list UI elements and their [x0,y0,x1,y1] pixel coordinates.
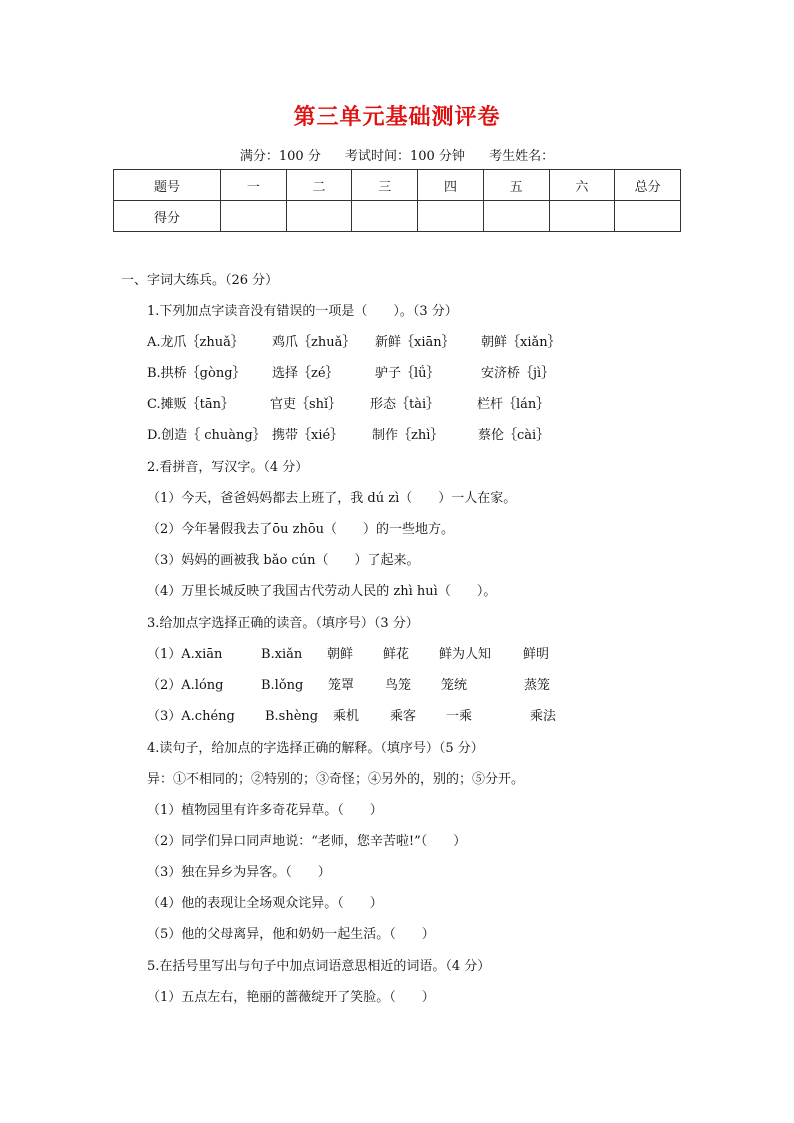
q3-option: 鲜为人知 [439,647,492,662]
q1-option: 栏杆｛lán｝ [477,397,550,412]
header-cell: 题号 [114,170,221,201]
q1-option: A.龙爪｛zhuǎ｝ [147,335,244,350]
header-cell: 二 [286,170,352,201]
q2-item: （1）今天，爸爸妈妈都去上班了，我 dú zì（ ）一人在家。 [147,491,517,506]
student-name-label: 考生姓名： [489,149,555,164]
q3-option: 鸟笼 [385,678,412,693]
q4-item: （5）他的父母离异，他和奶奶一起生活。（ ） [147,927,435,942]
q5-item: （1）五点左右，艳丽的蔷薇绽开了笑脸。（ ） [147,990,435,1005]
question-stem: 4.读句子，给加点的字选择正确的解释。（填序号）（5 分） [147,741,484,756]
q3-option: 蒸笼 [524,678,551,693]
header-cell: 一 [221,170,287,201]
q3-option: B.shèng [265,709,319,724]
score-row-label: 得分 [114,201,221,232]
question-stem: 5.在括号里写出与句子中加点词语意思相近的词语。（4 分） [147,959,491,974]
q4-item: （4）他的表现让全场观众诧异。（ ） [147,896,383,911]
q3-option: （1）A.xiān [147,647,223,662]
score-table [113,169,681,232]
q3-option: 一乘 [446,709,473,724]
score-cell[interactable] [286,201,352,232]
header-cell: 四 [418,170,484,201]
score-cell[interactable] [549,201,615,232]
q3-option: （3）A.chéng [147,709,235,724]
q1-option: 朝鲜｛xiǎn｝ [481,335,561,350]
q4-item: （1）植物园里有许多奇花异草。（ ） [147,803,383,818]
header-cell: 六 [549,170,615,201]
q1-option: 选择｛zé｝ [272,366,339,381]
q3-option: （2）A.lóng [147,678,224,693]
q1-option: D.创造｛ chuàng｝ [147,428,266,443]
score-cell[interactable] [352,201,418,232]
q2-item: （4）万里长城反映了我国古代劳动人民的 zhì huì（ ）。 [147,584,497,599]
exam-time: 考试时间：100 分钟 [344,149,465,164]
q3-option: 鲜明 [523,647,550,662]
section-heading: 一、字词大练兵。（26 分） [121,273,279,288]
q1-option: 携带｛xié｝ [272,428,344,443]
q1-option: 鸡爪｛zhuǎ｝ [272,335,356,350]
question-stem: 3.给加点字选择正确的读音。（填序号）（3 分） [147,616,419,631]
exam-meta [0,145,794,164]
q4-definition: 异：①不相同的；②特别的；③奇怪；④另外的，别的；⑤分开。 [147,772,525,787]
q3-option: 乘机 [333,709,360,724]
q4-item: （2）同学们异口同声地说：“老师，您辛苦啦!”（ ） [147,834,467,849]
q1-option: 制作｛zhì｝ [372,428,444,443]
header-cell: 五 [483,170,549,201]
q1-option: 安济桥｛jì｝ [481,366,555,381]
question-stem: 1.下列加点字读音没有错误的一项是（ ）。（3 分） [147,304,458,319]
q3-option: B.xiǎn [261,647,303,662]
q3-option: 鲜花 [383,647,410,662]
q4-item: （3）独在异乡为异客。（ ） [147,865,331,880]
q3-option: 乘客 [390,709,417,724]
page-title: 第三单元基础测评卷 [293,105,501,130]
q1-option: B.拱桥｛gòng｝ [147,366,246,381]
score-cell[interactable] [221,201,287,232]
score-cell[interactable] [418,201,484,232]
score-cell[interactable] [615,201,681,232]
q1-option: 形态｛tài｝ [370,397,440,412]
q2-item: （3）妈妈的画被我 bǎo cún（ ）了起来。 [147,553,420,568]
q1-option: 官吏｛shǐ｝ [270,397,342,412]
q1-option: C.摊贩｛tān｝ [147,397,234,412]
score-table-header-row [114,170,681,201]
q2-item: （2）今年暑假我去了ōu zhōu（ ）的一些地方。 [147,522,455,537]
q1-option: 驴子｛lǘ｝ [375,366,440,381]
header-cell: 三 [352,170,418,201]
q3-option: B.lǒng [261,678,304,693]
q3-option: 笼统 [441,678,468,693]
q3-option: 笼罩 [328,678,355,693]
full-score: 满分：100 分 [239,149,321,164]
header-cell: 总分 [615,170,681,201]
q3-option: 朝鲜 [327,647,354,662]
q1-option: 蔡伦｛cài｝ [478,428,550,443]
q3-option: 乘法 [530,709,557,724]
q1-option: 新鲜｛xiān｝ [375,335,455,350]
question-stem: 2.看拼音，写汉字。（4 分） [147,460,309,475]
score-table-score-row [114,201,681,232]
score-cell[interactable] [483,201,549,232]
